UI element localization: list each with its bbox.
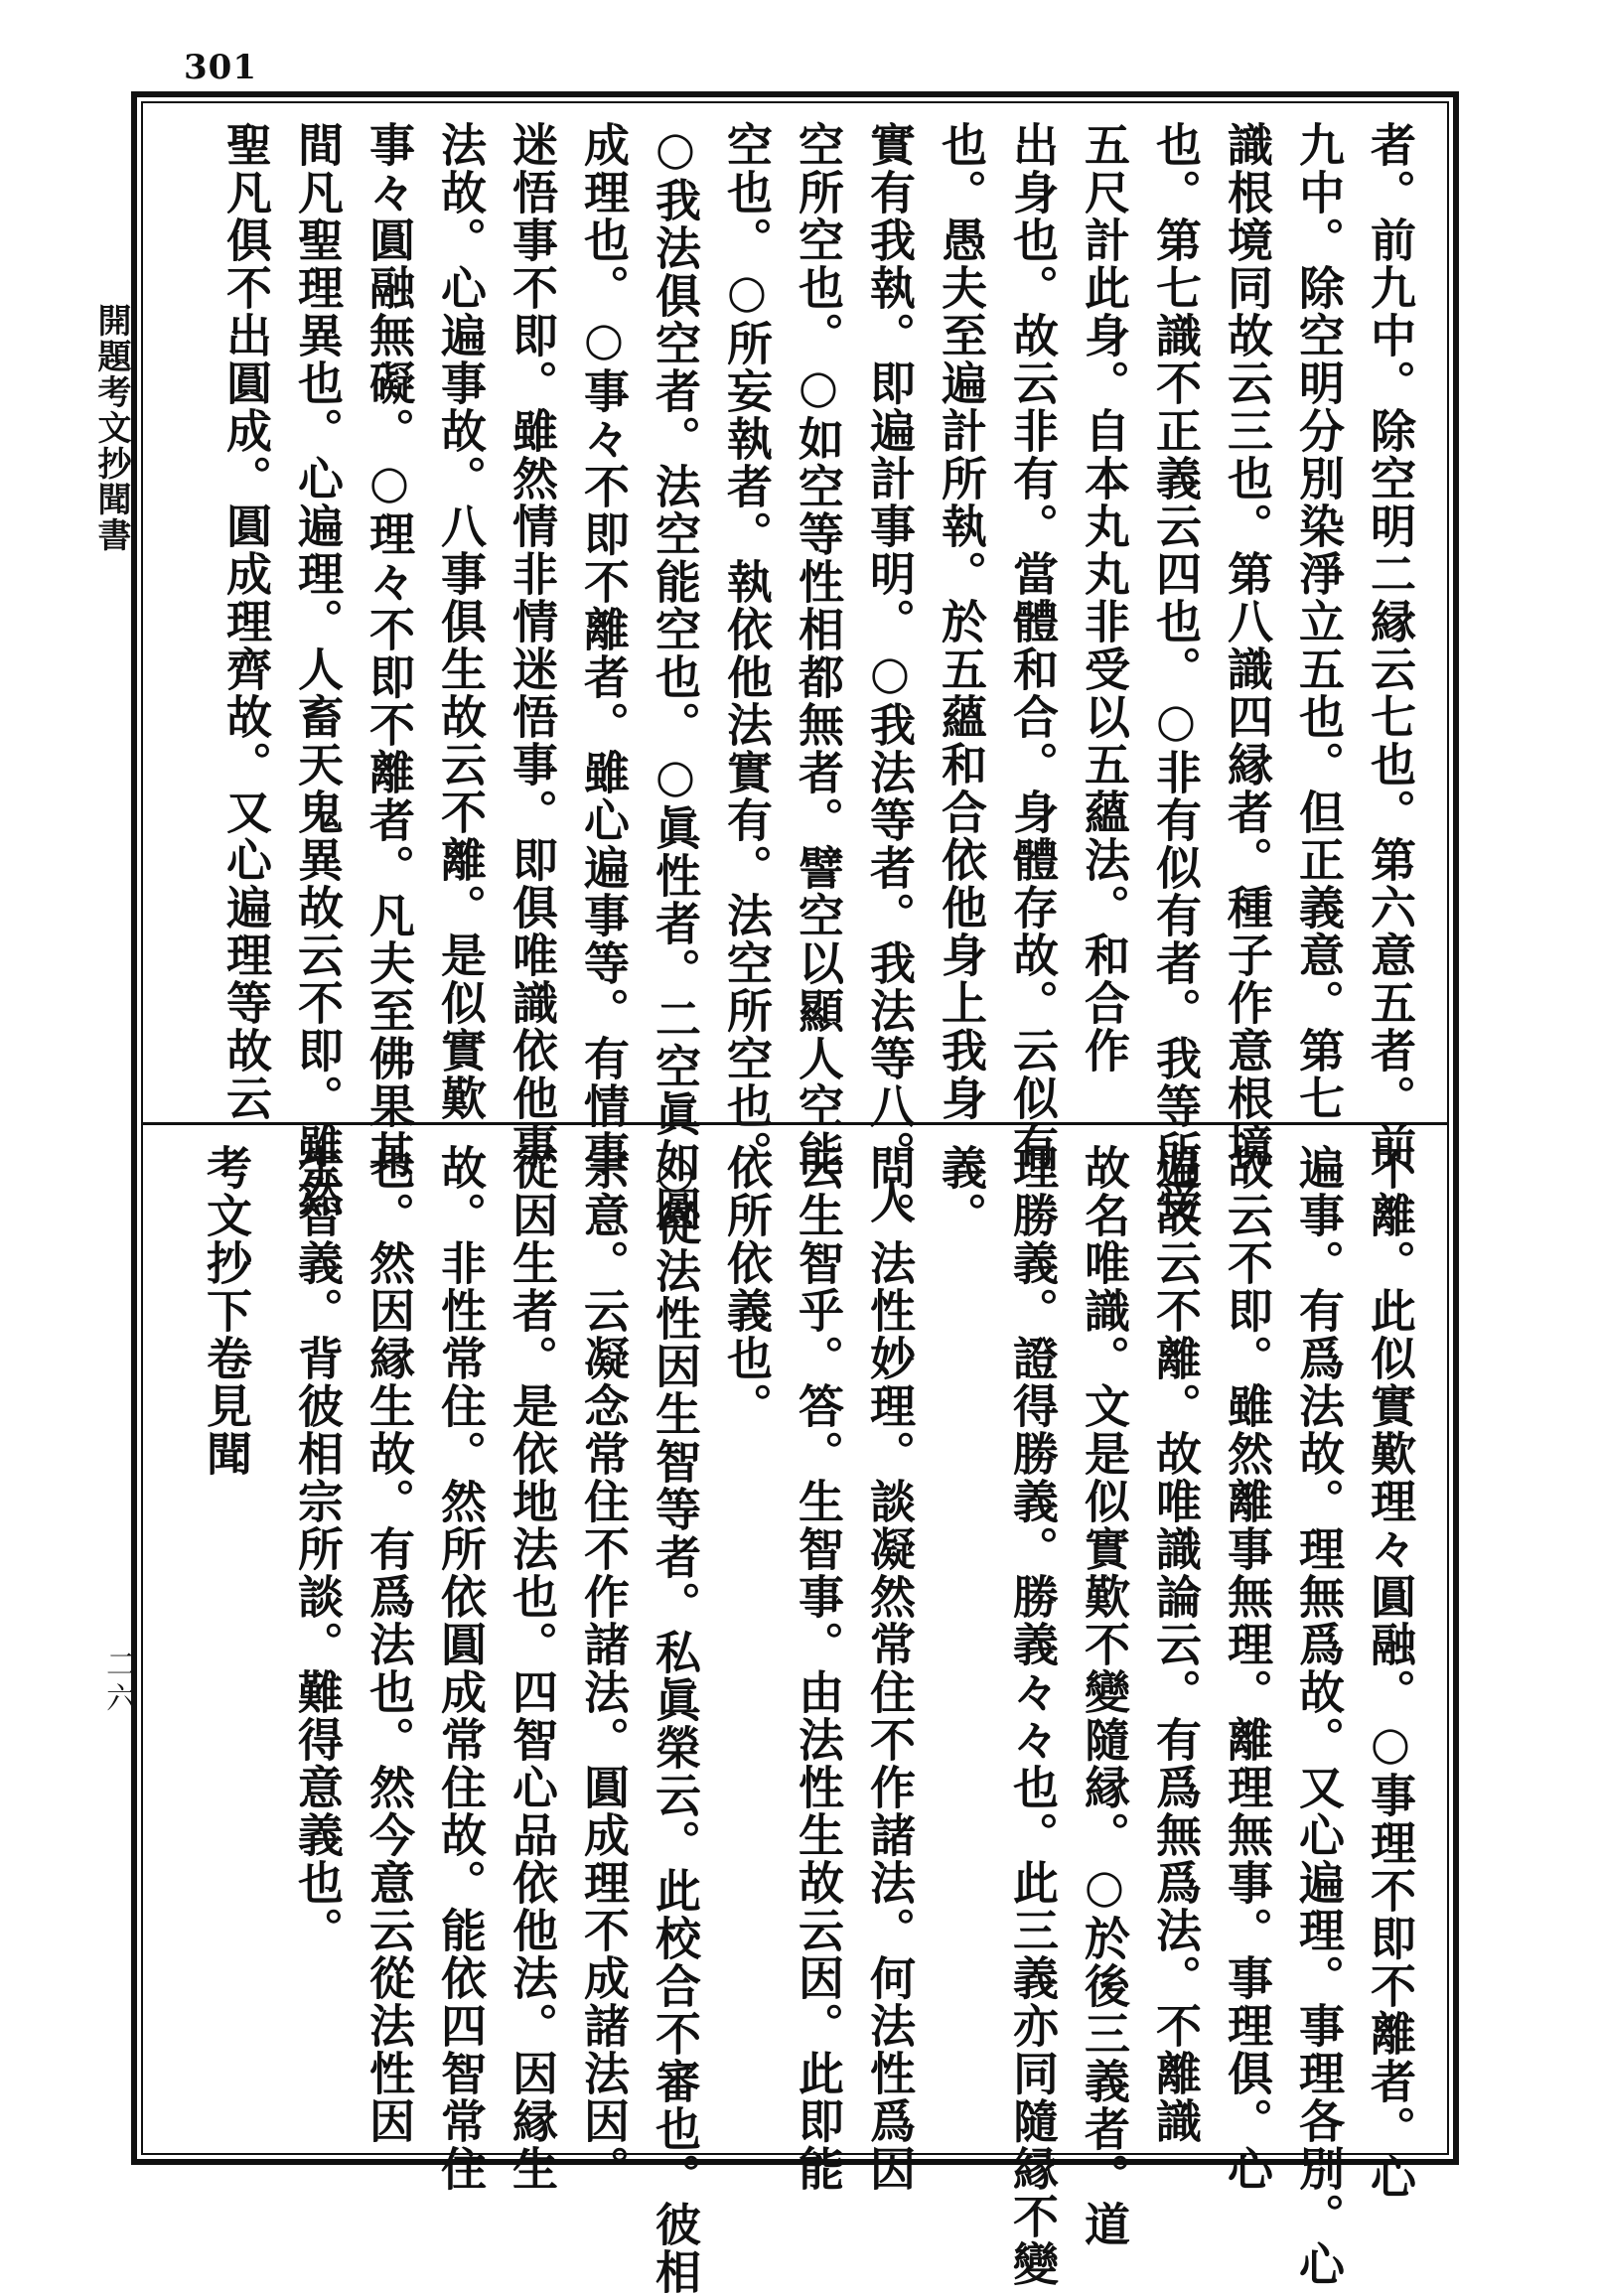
lower-text-column: 宗意。云凝念常住不作諸法。圓成理不成諸法因。 (577, 1144, 631, 2193)
lower-text-column: 遍故云不離。故唯識論云。有爲無爲法。不離識 (1149, 1144, 1203, 2145)
upper-text-column: 九中。除空明分別染淨立五也。但正義意。第七 (1292, 121, 1346, 1122)
volume-end-title: 考文抄下卷見聞 (200, 1144, 253, 1478)
lower-text-column: 義。 (935, 1144, 988, 1239)
page-number: 301 (184, 48, 257, 87)
lower-text-column: 依所依義也。 (720, 1144, 774, 1430)
upper-text-column: 也。愚夫至遍計所執。於五蘊和合依他身上我身 (935, 121, 988, 1122)
upper-text-column: 成理也。○事々不即不離者。雖心遍事等。有情事 (577, 121, 631, 1178)
folio-number: 二六 (100, 1649, 135, 1716)
upper-text-column: 也。第七識不正義云四也。○非有似有者。我等所受 (1149, 121, 1203, 1225)
lower-text-column: 不離。此似實歎理々圓融。○事理不即不離者。心 (1364, 1144, 1417, 2201)
lower-text-column: 故。非性常住。然所依圓成常住故。能依四智常住 (434, 1144, 488, 2193)
lower-text-column: 云生智乎。答。生智事。由法性生故云因。此即能 (792, 1144, 845, 2193)
upper-text-column: ○我法俱空者。法空能空也。○眞性者。二空眞如圓 (649, 121, 702, 1233)
upper-text-column: 空所空也。○如空等性相都無者。譬空以顯人空能 (792, 121, 845, 1178)
upper-text-column: 識根境同故云三也。第八識四縁者。種子作意根境 (1221, 121, 1274, 1170)
lower-text-column: 也。然因縁生故。有爲法也。然今意云從法性因 (363, 1144, 416, 2145)
upper-text-column: 聖凡俱不出圓成。圓成理齊故。又心遍理等故云 (219, 121, 273, 1122)
lower-text-column: 故名唯識。文是似實歎不變隨縁。○於後三義者。道 (1078, 1144, 1131, 2248)
lower-text-column: 問。法性妙理。談凝然常住不作諸法。何法性爲因 (863, 1144, 917, 2193)
upper-text-column: 間凡聖理異也。心遍理。人畜天鬼異故云不即。雖然 (291, 121, 345, 1218)
lower-text-column: 遍事。有爲法故。理無爲故。又心遍理。事理各別。心 (1292, 1144, 1346, 2288)
upper-text-column: 五尺計此身。自本丸丸非受以五蘊法。和合作 (1078, 121, 1131, 1075)
upper-text-column: 迷悟事不即。雖然情非情迷悟事。即俱唯識依他事 (506, 121, 559, 1170)
lower-text-column: 從因生者。是依地法也。四智心品依他法。因縁生 (506, 1144, 559, 2193)
upper-text-column: 法故。心遍事故。八事俱生故云不離。是似實歎 (434, 121, 488, 1122)
lower-text-column: 理勝義。證得勝義。勝義々々也。此三義亦同隨縁不變 (1006, 1144, 1060, 2288)
lower-text-column: 故云不即。雖然離事無理。離理無事。事理俱。心 (1221, 1144, 1274, 2193)
upper-text-column: 實有我執。即遍計事明。○我法等者。我法等八。人 (863, 121, 917, 1225)
upper-text-column: 者。前九中。除空明二縁云七也。第六意五者。前 (1364, 121, 1417, 1170)
running-title: 開題考文抄聞書 (91, 303, 131, 553)
lower-text-column: ○從法性因生智等者。私眞榮云。此校合不審也。彼相 (649, 1144, 702, 2296)
upper-text-column: 出身也。故云非有。當體和合。身體存故。云似有 (1006, 121, 1060, 1170)
upper-text-column: 事々圓融無礙。○理々不即不離者。凡夫至佛果其 (363, 121, 416, 1178)
upper-text-column: 空也。○所妄執者。執依他法實有。法空所空也。 (720, 121, 774, 1178)
lower-text-column: 生智義。背彼相宗所談。難得意義也。 (291, 1144, 345, 1954)
